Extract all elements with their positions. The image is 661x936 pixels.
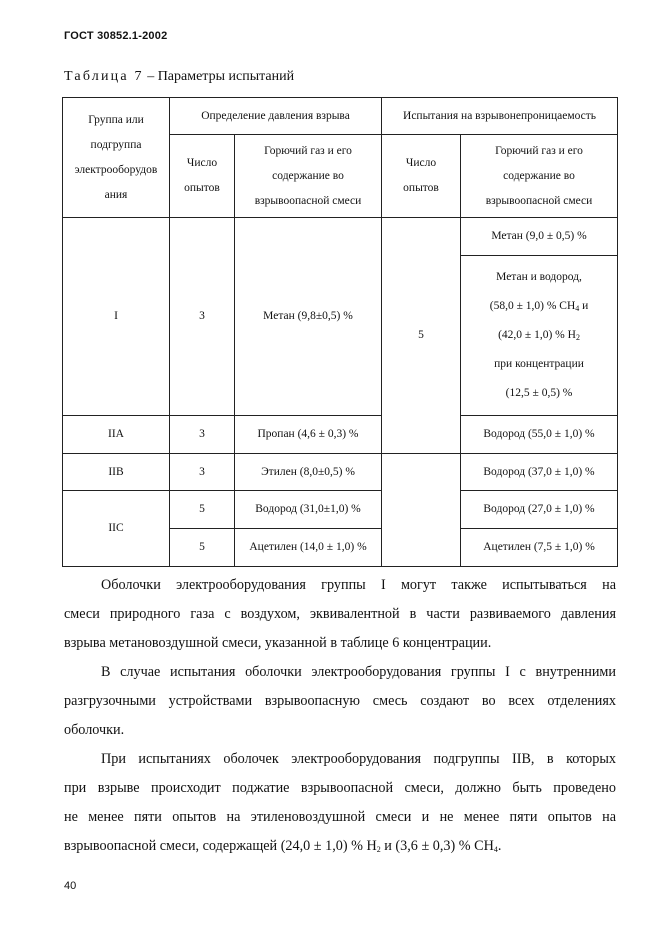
tests-cell: 3 [170, 454, 235, 491]
impermeability-tests-cell-empty [382, 454, 461, 567]
document-header: ГОСТ 30852.1-2002 [64, 30, 168, 42]
mixture-line: Метан и водород, [496, 271, 582, 283]
header-gas-line: Горючий газ и его [264, 144, 352, 157]
paragraph-line: смеси природного газа с воздухом, эквивалентной в части развиваемого давления [64, 606, 616, 622]
paragraph-2 [64, 658, 616, 745]
mixture-line: при концентрации [494, 358, 584, 370]
header-gas-content [235, 135, 382, 218]
impermeability-gas-cell: Водород (55,0 ± 1,0) % [461, 416, 618, 454]
header-gas-line: взрывоопасной смеси [485, 194, 593, 207]
header-gas-line: содержание во [503, 169, 575, 182]
header-group-line: Группа или [88, 113, 144, 126]
header-group-line: электрооборудов [74, 163, 158, 176]
paragraph-line: при взрыве происходит поджатие взрывоопасной смеси, должно быть проведено [64, 780, 616, 796]
tests-cell: 5 [170, 491, 235, 529]
group-cell: IIA [63, 416, 170, 454]
table-caption-text: – Параметры испытаний [143, 69, 295, 84]
header-explosion-pressure: Определение давления взрыва [170, 98, 382, 135]
impermeability-gas-cell: Ацетилен (7,5 ± 1,0) % [461, 529, 618, 567]
header-impermeability: Испытания на взрывонепроницаемость [382, 98, 618, 135]
gas-cell: Водород (31,0±1,0) % [235, 491, 382, 529]
header-group-line: подгруппа [90, 138, 142, 151]
tests-cell: 3 [170, 218, 235, 416]
group-cell: IIC [63, 491, 170, 567]
paragraph-line: В случае испытания оболочки электрооборудования группы I с внутренними [101, 664, 616, 680]
header-tests-line: опытов [403, 182, 439, 194]
header-group-cell [63, 98, 170, 218]
paragraph-line: При испытаниях оболочек электрооборудования подгруппы IIВ, в которых [101, 751, 616, 767]
paragraph-line: Оболочки электрооборудования группы I могут также испытываться на [101, 577, 616, 593]
paragraph-3 [64, 745, 616, 861]
gas-cell: Ацетилен (14,0 ± 1,0) % [235, 529, 382, 567]
gas-cell: Метан (9,8±0,5) % [235, 218, 382, 416]
header-tests-line: опытов [184, 182, 220, 194]
page-number: 40 [64, 880, 77, 892]
header-gas-line: Горючий газ и его [495, 144, 583, 157]
paragraph-1 [64, 571, 616, 658]
paragraph-line: оболочки. [64, 722, 125, 738]
test-parameters-table [62, 97, 618, 567]
impermeability-gas-cell: Водород (27,0 ± 1,0) % [461, 491, 618, 529]
table-caption-label: Таблица 7 [64, 69, 144, 84]
mixture-line: (42,0 ± 1,0) % $H_2$ [498, 329, 580, 342]
impermeability-tests-cell: 5 [382, 218, 461, 454]
gas-cell: Пропан (4,6 ± 0,3) % [235, 416, 382, 454]
impermeability-gas-cell: Метан (9,0 ± 0,5) % [461, 218, 618, 256]
header-tests-count-2 [382, 135, 461, 218]
gas-cell: Этилен (8,0±0,5) % [235, 454, 382, 491]
mixture-line: (58,0 ± 1,0) % $CH_4$ и [489, 300, 589, 313]
paragraph-line: взрыва метановоздушной смеси, указанной в таблице 6 концентрации. [64, 635, 492, 651]
tests-cell: 3 [170, 416, 235, 454]
header-gas-line: содержание во [272, 169, 344, 182]
header-tests-line: Число [405, 157, 437, 169]
header-tests-count [170, 135, 235, 218]
tests-cell: 5 [170, 529, 235, 567]
paragraph-line: разгрузочными устройствами взрывоопасную смесь создают во всех отделениях [64, 693, 616, 709]
paragraph-line: взрывоопасной смеси, содержащей (24,0 ± 1,0) % $H_2$ и (3,6 ± 0,3) % $CH_4$. [64, 838, 502, 854]
header-gas-content-2 [461, 135, 618, 218]
header-group-line: ания [104, 188, 128, 201]
header-gas-line: взрывоопасной смеси [254, 194, 362, 207]
impermeability-gas-cell: Водород (37,0 ± 1,0) % [461, 454, 618, 491]
paragraph-line: не менее пяти опытов на этиленовоздушной смеси и не менее пяти опытов на [64, 809, 616, 825]
group-cell: IIB [63, 454, 170, 491]
header-tests-line: Число [186, 157, 218, 169]
mixture-line: (12,5 ± 0,5) % [505, 387, 573, 399]
group-cell: I [63, 218, 170, 416]
impermeability-gas-cell-mixture [461, 256, 618, 416]
table-caption [64, 69, 294, 85]
